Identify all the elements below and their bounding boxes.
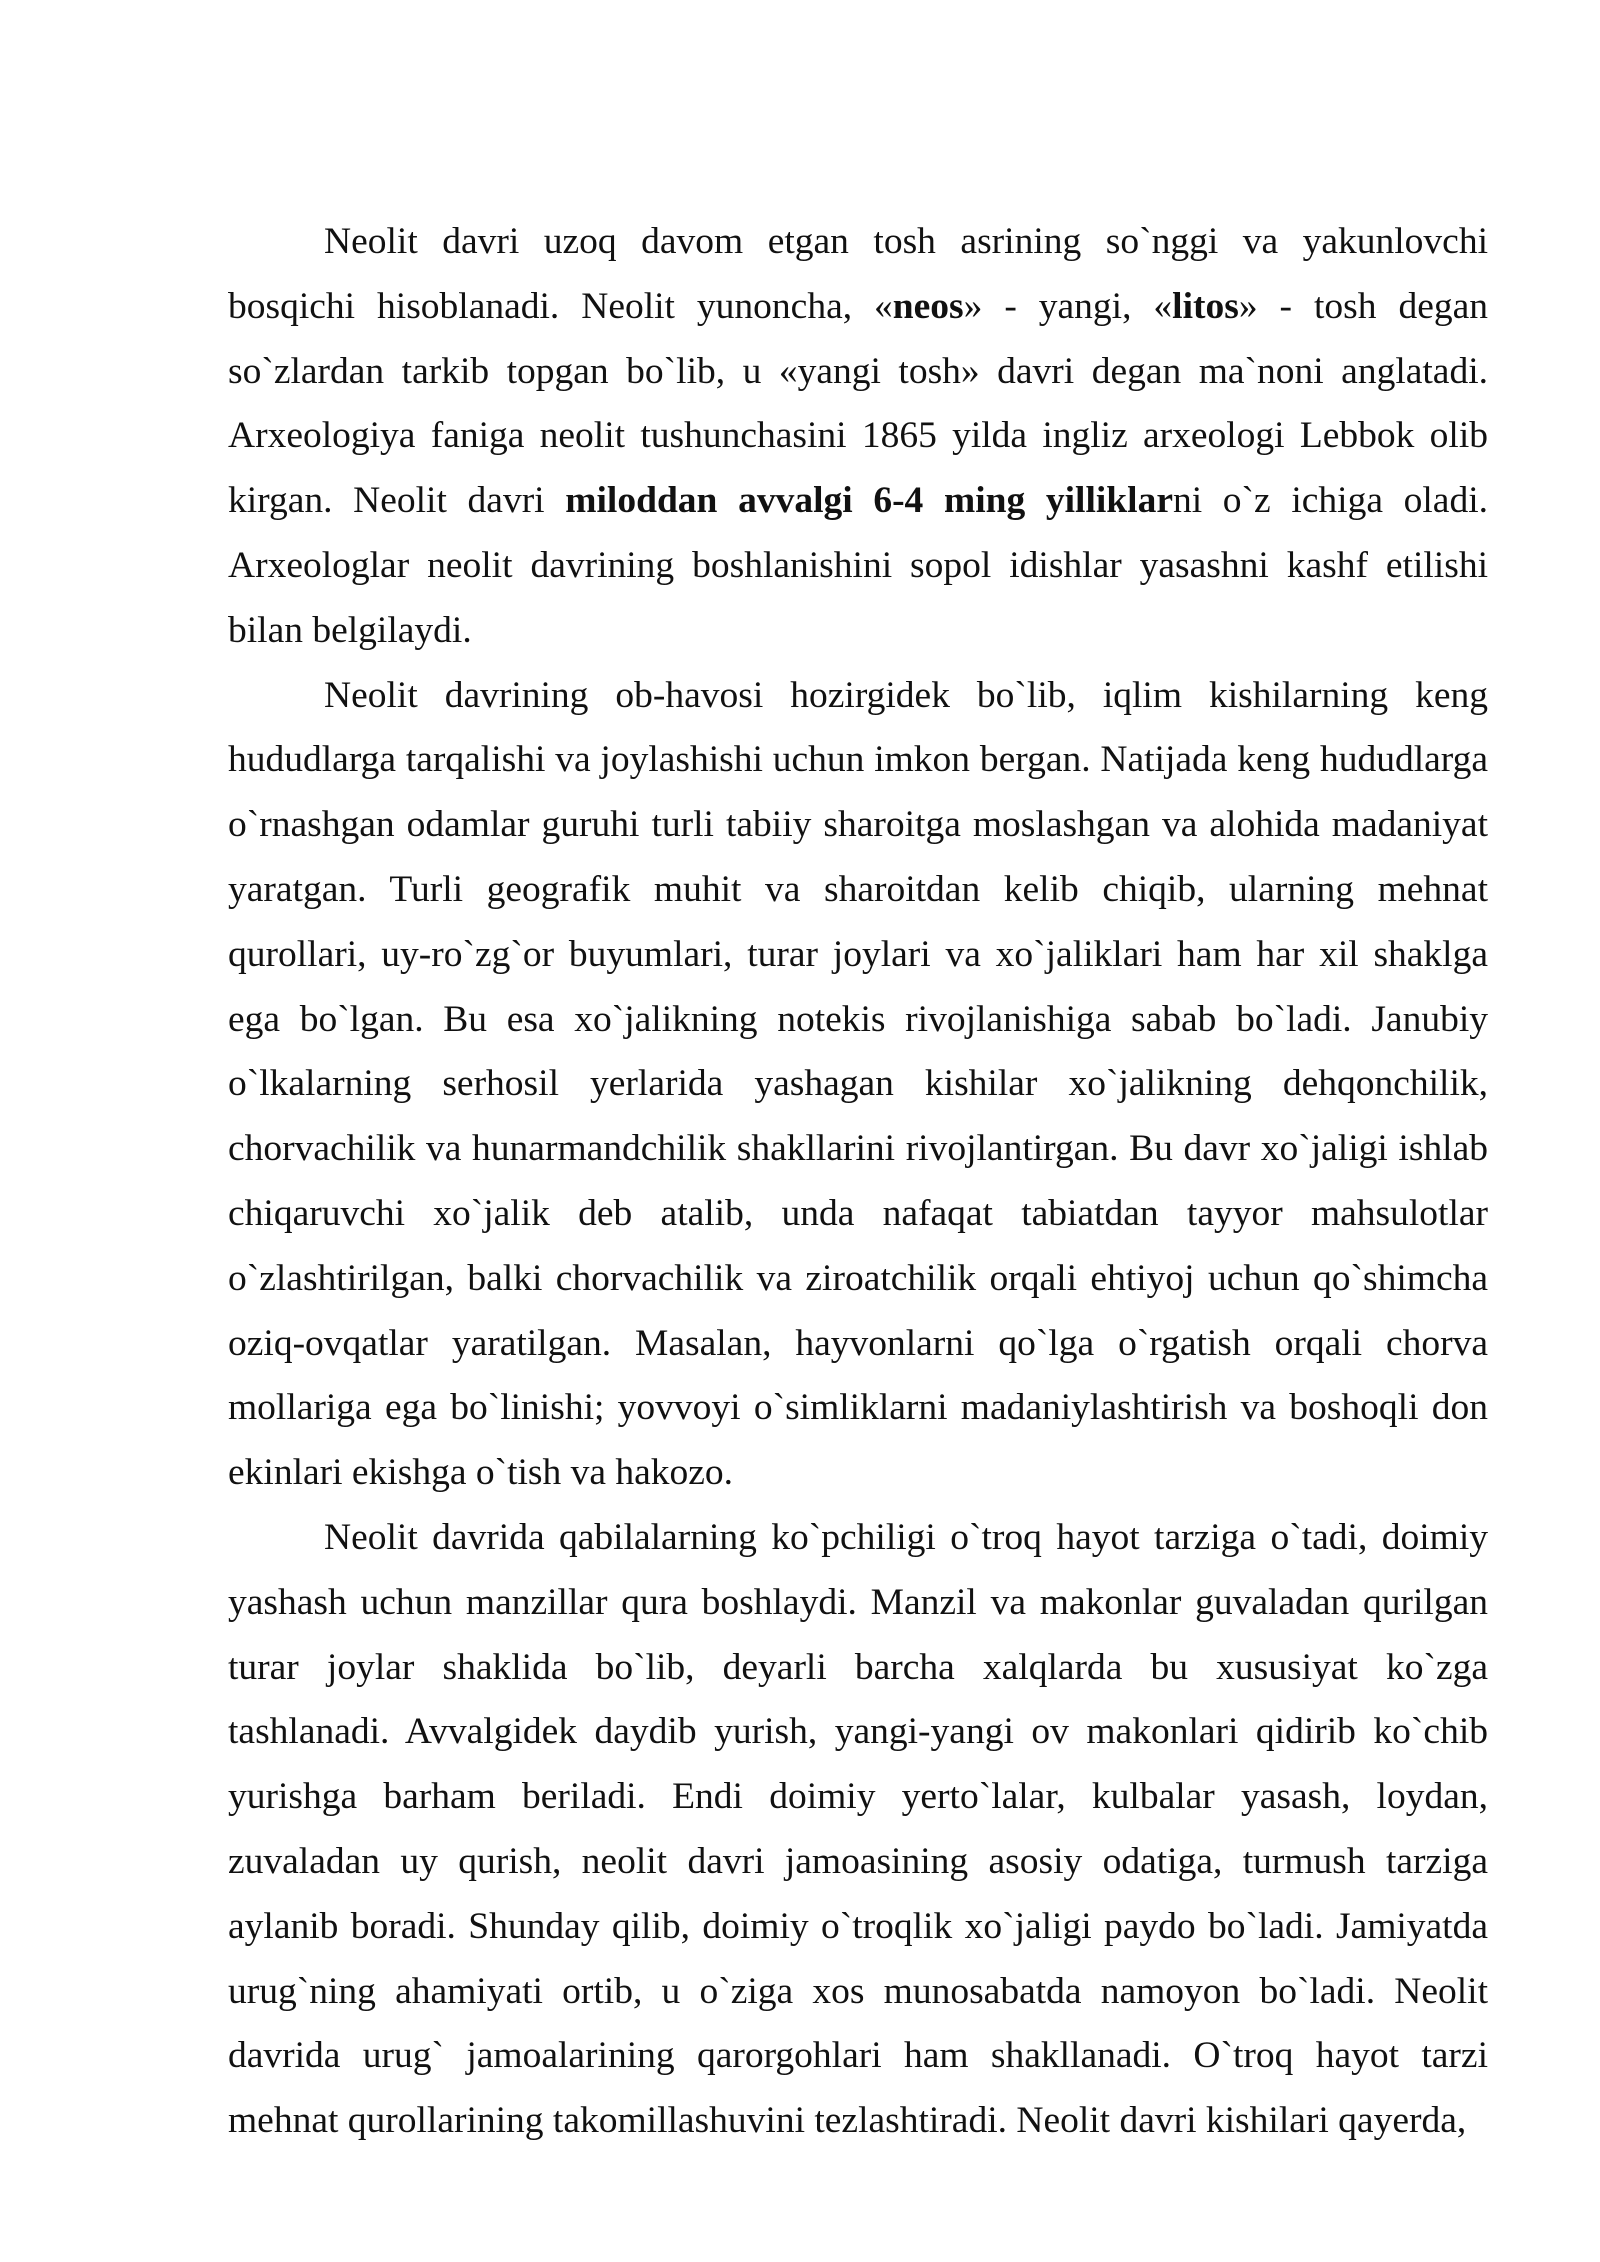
text-segment: » - tosh degan so`zlardan tarkib topgan bo`lib, u «yangi tosh» davri degan ma`noni anglatadi. Arxeologiya faniga neolit tushunchasini 1865 yilda ingliz arxeologi Lebbok olib kirgan. Neolit davri — [228, 285, 1488, 522]
paragraph-2 — [228, 664, 1488, 1506]
bold-term-date-range: miloddan avvalgi 6-4 ming yilliklar — [565, 480, 1173, 522]
text-segment: » - yangi, « — [963, 285, 1173, 327]
text-segment: Neolit davrining ob-havosi hozirgidek bo`lib, iqlim kishilarning keng hududlarga tarqalishi va joylashishi uchun imkon bergan. Natijada keng hududlarga o`rnashgan odamlar guruhi turli tabiiy sharoitga moslashgan va alohida madaniyat yaratgan. Turli geografik muhit va sharoitdan kelib chiqib, ularning mehnat qurollari, uy-ro`zg`or buyumlari, turar joylari va xo`jaliklari ham har xil shaklga ega bo`lgan. Bu esa xo`jalikning notekis rivojlanishiga sabab bo`ladi. Janubiy o`lkalarning serhosil yerlarida yashagan kishilar xo`jalikning dehqonchilik, chorvachilik va hunarmandchilik shakllarini rivojlantirgan. Bu davr xo`jaligi ishlab chiqaruvchi xo`jalik deb atalib, unda nafaqat tabiatdan tayyor mahsulotlar o`zlashtirilgan, balki chorvachilik va ziroatchilik orqali ehtiyoj uchun qo`shimcha oziq-ovqatlar yaratilgan. Masalan, hayvonlarni qo`lga o`rgatish orqali chorva mollariga ega bo`linishi; yovvoyi o`simliklarni madaniylashtirish va boshoqli don ekinlari ekishga o`tish va hakozo. — [228, 674, 1488, 1494]
text-segment: Neolit davrida qabilalarning ko`pchiligi o`troq hayot tarziga o`tadi, doimiy yashash uchun manzillar qura boshlaydi. Manzil va makonlar guvaladan qurilgan turar joylar shaklida bo`lib, deyarli barcha xalqlarda bu xususiyat ko`zga tashlanadi. Avvalgidek daydib yurish, yangi-yangi ov makonlari qidirib ko`chib yurishga barham beriladi. Endi doimiy yerto`lalar, kulbalar yasash, loydan, zuvaladan uy qurish, neolit davri jamoasining asosiy odatiga, turmush tarziga aylanib boradi. Shunday qilib, doimiy o`troqlik xo`jaligi paydo bo`ladi. Jamiyatda urug`ning ahamiyati ortib, u o`ziga xos munosabatda namoyon bo`ladi. Neolit davrida urug` jamoalarining qarorgohlari ham shakllanadi. O`troq hayot tarzi mehnat qurollarining takomillashuvini tezlashtiradi. Neolit davri kishilari qayerda, — [228, 1516, 1488, 2142]
text-segment: Neolit davri uzoq davom etgan tosh asrining so`nggi va yakunlovchi bosqichi hisoblanadi. Neolit yunoncha, « — [228, 221, 1488, 327]
paragraph-3 — [228, 1506, 1488, 2154]
text-segment: ni o`z ichiga oladi. Arxeologlar neolit davrining boshlanishini sopol idishlar yasashni kashf etilishi bilan belgilaydi. — [228, 480, 1488, 651]
document-page — [228, 210, 1488, 2154]
bold-term-litos: litos — [1172, 285, 1239, 327]
paragraph-1 — [228, 210, 1488, 664]
bold-term-neos: neos — [892, 285, 964, 327]
